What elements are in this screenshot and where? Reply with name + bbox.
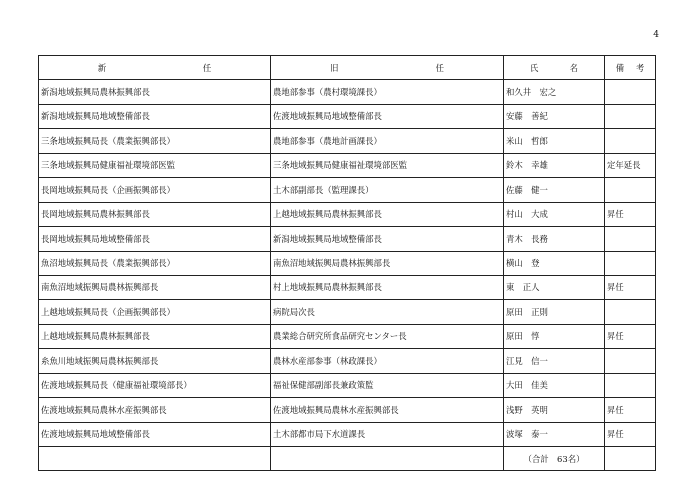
name-cell: 江見 信一: [504, 349, 605, 373]
old-post-cell: 土木部都市局下水道課長: [271, 422, 504, 446]
new-post-cell: 長岡地域振興局地域整備部長: [39, 227, 271, 251]
new-post-cell: 長岡地域振興局農林振興部長: [39, 202, 271, 226]
new-post-cell: 長岡地域振興局長（企画振興部長）: [39, 178, 271, 202]
header-note: [605, 56, 656, 80]
new-post-cell: 三条地域振興局健康福祉環境部医監: [39, 153, 271, 177]
note-cell: 昇任: [605, 202, 656, 226]
name-cell: 青木 長務: [504, 227, 605, 251]
old-post-cell: 三条地域振興局健康福祉環境部医監: [271, 153, 504, 177]
table-row: [39, 129, 656, 153]
old-post-cell: 福祉保健部副部長兼政策監: [271, 373, 504, 397]
table-header-row: [39, 56, 656, 80]
old-post-cell: 病院局次長: [271, 300, 504, 324]
table-row: [39, 178, 656, 202]
header-name-char-1: 氏: [530, 62, 539, 73]
table-row: [39, 398, 656, 422]
table-row: [39, 153, 656, 177]
new-post-cell: 上越地域振興局長（企画振興部長）: [39, 300, 271, 324]
name-cell: 原田 正則: [504, 300, 605, 324]
personnel-table: [38, 55, 656, 471]
name-cell: 浅野 英明: [504, 398, 605, 422]
note-cell: 定年延長: [605, 153, 656, 177]
new-post-cell: 三条地域振興局長（農業振興部長）: [39, 129, 271, 153]
old-post-cell: 南魚沼地域振興局農林振興部長: [271, 251, 504, 275]
table-row: [39, 324, 656, 348]
header-name: [504, 56, 605, 80]
note-cell: [605, 300, 656, 324]
table-row: [39, 251, 656, 275]
empty-cell: [605, 447, 656, 471]
new-post-cell: 新潟地域振興局地域整備部長: [39, 104, 271, 128]
table-row: [39, 422, 656, 446]
name-cell: 鈴木 幸雄: [504, 153, 605, 177]
note-cell: [605, 178, 656, 202]
header-old-post-char-1: 旧: [330, 62, 339, 73]
note-cell: [605, 227, 656, 251]
table-row: [39, 373, 656, 397]
page-number: 4: [653, 30, 659, 40]
new-post-cell: 糸魚川地域振興局農林振興部長: [39, 349, 271, 373]
old-post-cell: 農林水産部参事（林政課長）: [271, 349, 504, 373]
note-cell: 昇任: [605, 324, 656, 348]
name-cell: 東 正人: [504, 275, 605, 299]
new-post-cell: 佐渡地域振興局農林水産振興部長: [39, 398, 271, 422]
name-cell: 佐藤 健一: [504, 178, 605, 202]
note-cell: [605, 80, 656, 104]
old-post-cell: 新潟地域振興局地域整備部長: [271, 227, 504, 251]
note-cell: [605, 251, 656, 275]
old-post-cell: 農地部参事（農村環境課長）: [271, 80, 504, 104]
note-cell: 昇任: [605, 398, 656, 422]
new-post-cell: 佐渡地域振興局地域整備部長: [39, 422, 271, 446]
name-cell: 和久井 宏之: [504, 80, 605, 104]
table-row: [39, 80, 656, 104]
header-name-char-2: 名: [569, 62, 578, 73]
table-row: [39, 300, 656, 324]
header-old-post-char-2: 任: [435, 62, 444, 73]
name-cell: 横山 登: [504, 251, 605, 275]
note-cell: 昇任: [605, 275, 656, 299]
header-new-post: [39, 56, 271, 80]
table-row: [39, 104, 656, 128]
table-row: [39, 202, 656, 226]
old-post-cell: 佐渡地域振興局農林水産振興部長: [271, 398, 504, 422]
old-post-cell: 土木部副部長（監理課長）: [271, 178, 504, 202]
table-total-row: [39, 447, 656, 471]
table-row: [39, 227, 656, 251]
note-cell: [605, 373, 656, 397]
name-cell: 村山 大成: [504, 202, 605, 226]
old-post-cell: 農業総合研究所食品研究センター長: [271, 324, 504, 348]
empty-cell: [271, 447, 504, 471]
old-post-cell: 佐渡地域振興局地域整備部長: [271, 104, 504, 128]
header-old-post: [271, 56, 504, 80]
empty-cell: [39, 447, 271, 471]
table-row: [39, 349, 656, 373]
header-new-post-char-2: 任: [202, 62, 212, 73]
new-post-cell: 魚沼地域振興局長（農業振興部長）: [39, 251, 271, 275]
name-cell: 波塚 泰一: [504, 422, 605, 446]
new-post-cell: 佐渡地域振興局長（健康福祉環境部長）: [39, 373, 271, 397]
header-note-char-1: 備: [615, 62, 625, 73]
new-post-cell: 南魚沼地域振興局農林振興部長: [39, 275, 271, 299]
note-cell: 昇任: [605, 422, 656, 446]
new-post-cell: 新潟地域振興局農林振興部長: [39, 80, 271, 104]
name-cell: 原田 惇: [504, 324, 605, 348]
old-post-cell: 農地部参事（農地計画課長）: [271, 129, 504, 153]
name-cell: 米山 哲郎: [504, 129, 605, 153]
table-row: [39, 275, 656, 299]
name-cell: 安藤 善紀: [504, 104, 605, 128]
header-note-char-2: 考: [635, 62, 645, 73]
old-post-cell: 村上地域振興局農林振興部長: [271, 275, 504, 299]
note-cell: [605, 129, 656, 153]
total-count: （合計 63名）: [504, 447, 605, 471]
name-cell: 大田 佳美: [504, 373, 605, 397]
note-cell: [605, 104, 656, 128]
old-post-cell: 上越地域振興局農林振興部長: [271, 202, 504, 226]
header-new-post-char-1: 新: [97, 62, 107, 73]
note-cell: [605, 349, 656, 373]
new-post-cell: 上越地域振興局農林振興部長: [39, 324, 271, 348]
